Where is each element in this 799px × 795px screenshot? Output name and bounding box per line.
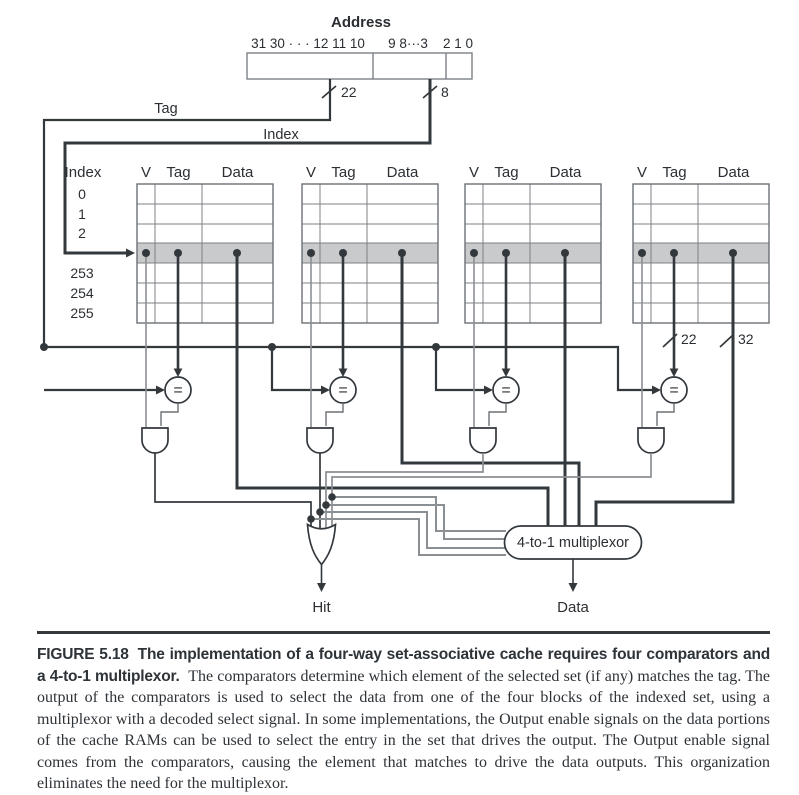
col-header-tag: Tag <box>494 164 519 181</box>
cache-way-3 <box>633 184 769 453</box>
cache-diagram: = Address 31 30 · · · 12 11 10 9 8···3 2 1 0 22 8 Tag Index Index 0 1 2 253 254 255 V Tag Data V Tag Data V Tag Data V Tag Data Hit 4-to-1 multiplexor Data 22 32 <box>0 0 799 635</box>
junction-dot <box>40 343 48 351</box>
arrowhead-right <box>126 249 135 258</box>
row-label: 2 <box>78 225 86 241</box>
output-width-marks <box>663 331 754 347</box>
bit-range-offset: 2 1 0 <box>442 36 474 51</box>
col-header-tag: Tag <box>166 164 191 181</box>
row-label: 0 <box>78 186 86 202</box>
address-field <box>247 14 473 79</box>
tag-feed-wire <box>40 79 661 395</box>
index-width-label: 8 <box>441 84 449 100</box>
caption-bold-text: The implementation of a four-way set-associative cache requires four comparators and a 4-to-1 multiplexor. <box>37 646 770 685</box>
address-box <box>247 53 472 79</box>
or-gate <box>308 525 336 565</box>
select-wire-way0 <box>311 519 506 555</box>
junction-dot <box>268 343 276 351</box>
col-header-data: Data <box>386 164 419 181</box>
col-header-data: Data <box>221 164 254 181</box>
tag-out-width-label: 22 <box>681 331 697 347</box>
address-title: Address <box>330 14 392 31</box>
row-label: 255 <box>70 305 94 321</box>
col-header-v: V <box>468 164 480 181</box>
index-column-header: Index <box>64 164 102 181</box>
junction-dot <box>432 343 440 351</box>
col-header-data: Data <box>717 164 750 181</box>
arrowhead-right <box>321 386 330 395</box>
junction-dot <box>322 501 330 509</box>
arrowhead-down <box>317 583 326 592</box>
col-header-tag: Tag <box>662 164 687 181</box>
caption-body-text: The comparators determine which element of the selected set (if any) matches the tag. The output of the comparators is used to select the data from one of the four blocks of the indexed set, using a multiplexor with a decoded select signal. In some implementations, the Output enable signals on the data portions of the cache RAMs can be used to select the entry in the set that drives the output. The Output enable signal comes from the comparators, causing the element that matches to drive the data outputs. This organization eliminates the need for the multiplexor. <box>37 667 771 792</box>
select-wire-way2 <box>326 505 506 539</box>
index-column <box>65 164 102 321</box>
way-headers <box>141 164 750 181</box>
hit-wire-way0 <box>155 453 311 529</box>
col-header-tag: Tag <box>331 164 356 181</box>
arrowhead-right <box>156 386 165 395</box>
figure-caption <box>37 631 770 795</box>
arrowhead-right <box>652 386 661 395</box>
bit-range-tag: 31 30 · · · 12 11 10 <box>251 36 365 51</box>
row-label: 253 <box>70 265 94 281</box>
data-out-width-label: 32 <box>738 331 754 347</box>
col-header-v: V <box>636 164 648 181</box>
cache-way-2 <box>465 184 601 453</box>
arrowhead-down <box>569 583 578 592</box>
tag-signal-label: Tag <box>154 101 178 117</box>
mux-select-wires <box>311 497 506 555</box>
hit-label: Hit <box>312 599 331 616</box>
junction-dot <box>328 493 336 501</box>
col-header-data: Data <box>549 164 582 181</box>
tag-width-label: 22 <box>341 84 357 100</box>
mux-label: 4-to-1 multiplexor <box>516 534 630 551</box>
row-label: 1 <box>78 206 86 222</box>
arrowhead-right <box>484 386 493 395</box>
junction-dot <box>307 515 315 523</box>
data-label: Data <box>557 599 589 616</box>
cache-way-1 <box>302 184 438 453</box>
col-header-v: V <box>140 164 152 181</box>
figure-number: FIGURE 5.18 <box>37 646 129 663</box>
bit-range-index: 9 8···3 <box>388 36 428 51</box>
index-signal-label: Index <box>263 127 299 143</box>
cache-way-0 <box>137 184 273 453</box>
col-header-v: V <box>305 164 317 181</box>
junction-dot <box>316 508 324 516</box>
row-label: 254 <box>70 285 94 301</box>
